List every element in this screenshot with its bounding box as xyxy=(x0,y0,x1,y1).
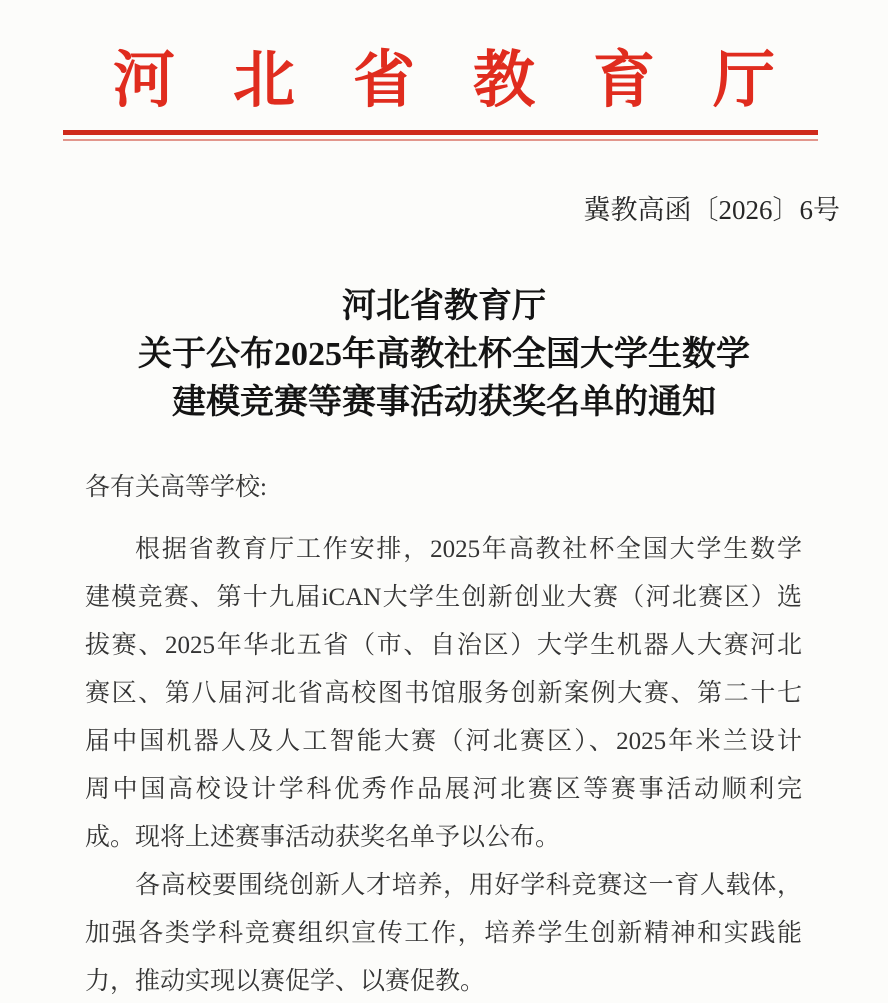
body-paragraphs xyxy=(85,526,802,1003)
salutation: 各有关高等学校: xyxy=(85,474,267,501)
body-line: 根据省教育厅工作安排，2025年高教社杯全国大学生数学 xyxy=(135,536,802,563)
title-line: 关于公布2025年高教社杯全国大学生数学 xyxy=(138,336,750,373)
body-line: 建模竞赛、第十九届iCAN大学生创新创业大赛（河北赛区）选 xyxy=(85,584,802,611)
document-title xyxy=(0,283,888,427)
body-line: 各高校要围绕创新人才培养，用好学科竞赛这一育人载体， xyxy=(135,872,802,899)
agency-letterhead: 河北省教育厅 xyxy=(112,47,833,115)
body-line: 力，推动实现以赛促学、以赛促教。 xyxy=(85,968,486,995)
body-line: 届中国机器人及人工智能大赛（河北赛区）、2025年米兰设计 xyxy=(85,728,802,755)
body-line: 赛区、第八届河北省高校图书馆服务创新案例大赛、第二十七 xyxy=(85,680,802,707)
document-number: 冀教高函〔2026〕6号 xyxy=(583,195,840,225)
letterhead-divider xyxy=(63,130,818,141)
body-line: 周中国高校设计学科优秀作品展河北赛区等赛事活动顺利完 xyxy=(85,776,802,803)
body-line: 成。现将上述赛事活动获奖名单予以公布。 xyxy=(85,824,561,851)
title-line: 建模竞赛等赛事活动获奖名单的通知 xyxy=(172,384,716,421)
title-line: 河北省教育厅 xyxy=(342,288,546,325)
body-line: 拔赛、2025年华北五省（市、自治区）大学生机器人大赛河北 xyxy=(85,632,802,659)
body-line: 加强各类学科竞赛组织宣传工作，培养学生创新精神和实践能 xyxy=(85,920,802,947)
